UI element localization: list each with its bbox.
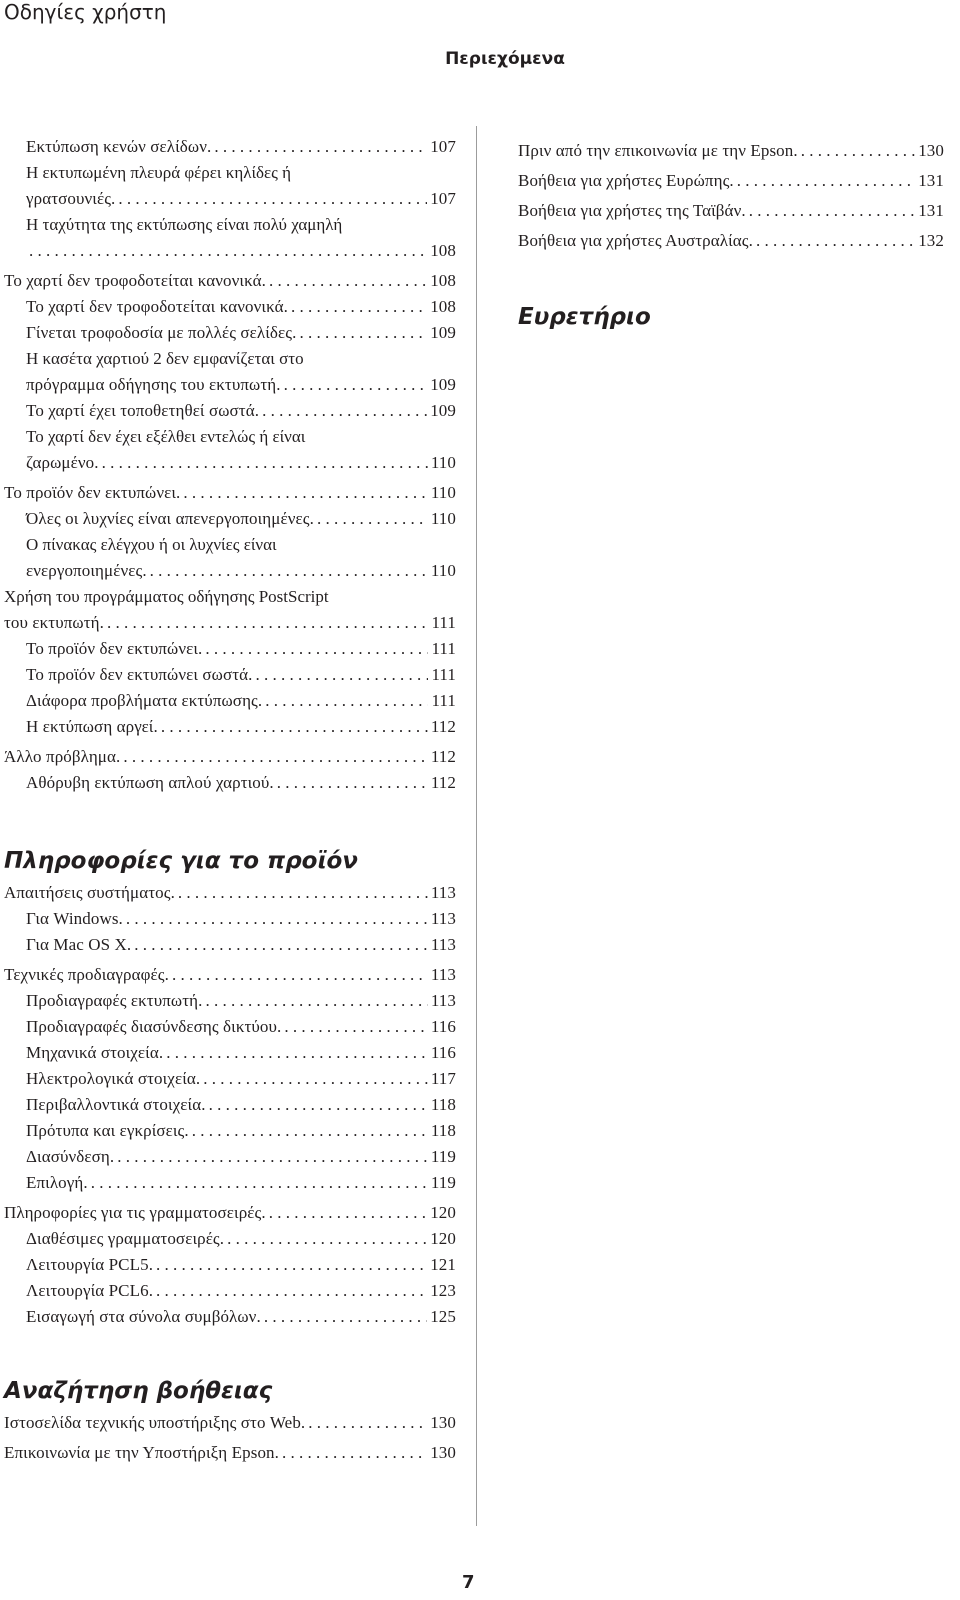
toc-entry-text: Ηλεκτρολογικά στοιχεία. bbox=[26, 1069, 201, 1088]
toc-entry[interactable] bbox=[4, 1440, 456, 1466]
toc-entry[interactable] bbox=[4, 1144, 456, 1170]
dot-leader bbox=[126, 906, 428, 932]
dot-leader bbox=[156, 1278, 427, 1304]
dot-leader bbox=[161, 714, 428, 740]
toc-page-number: 108 bbox=[430, 271, 456, 290]
toc-entry-text: Λειτουργία PCL6. bbox=[26, 1281, 154, 1300]
toc-entry[interactable] bbox=[4, 1304, 456, 1330]
dot-leader bbox=[192, 1118, 428, 1144]
toc-entry[interactable] bbox=[4, 268, 456, 294]
toc-entry[interactable] bbox=[4, 186, 456, 212]
toc-right-entries bbox=[518, 138, 944, 254]
toc-page-number: 109 bbox=[430, 401, 456, 420]
toc-left-entries bbox=[4, 134, 456, 796]
toc-page-number: 123 bbox=[430, 1281, 456, 1300]
toc-entry[interactable] bbox=[4, 636, 456, 662]
toc-entry-text: Το χαρτί έχει τοποθετηθεί σωστά. bbox=[26, 401, 260, 420]
toc-entry[interactable] bbox=[4, 932, 456, 958]
toc-entry-text: Λειτουργία PCL5. bbox=[26, 1255, 154, 1274]
toc-entry-text: Βοήθεια για χρήστες της Ταϊβάν. bbox=[518, 201, 746, 220]
toc-entry-text: Βοήθεια για χρήστες Αυστραλίας. bbox=[518, 231, 753, 250]
dot-leader bbox=[277, 770, 428, 796]
toc-entry-text: Για Mac OS X. bbox=[26, 935, 132, 954]
toc-entry-text: Μηχανικά στοιχεία. bbox=[26, 1043, 164, 1062]
dot-leader bbox=[118, 186, 427, 212]
toc-page-number: 120 bbox=[430, 1229, 456, 1248]
toc-page-number: 120 bbox=[430, 1203, 456, 1222]
dot-leader bbox=[308, 1410, 427, 1436]
toc-entry-text: Το προϊόν δεν εκτυπώνει. bbox=[26, 639, 203, 658]
toc-entry-text: Αθόρυβη εκτύπωση απλού χαρτιού. bbox=[26, 773, 274, 792]
toc-finding-help-entries bbox=[4, 1410, 456, 1466]
toc-entry[interactable] bbox=[4, 1014, 456, 1040]
dot-leader bbox=[269, 268, 427, 294]
toc-entry[interactable] bbox=[4, 1092, 456, 1118]
dot-leader bbox=[178, 880, 428, 906]
toc-page-number: 112 bbox=[430, 773, 456, 792]
column-divider bbox=[476, 126, 477, 1526]
toc-entry-text: Διασύνδεση. bbox=[26, 1147, 115, 1166]
toc-page-number: 121 bbox=[430, 1255, 456, 1274]
toc-entry[interactable] bbox=[4, 688, 456, 714]
dot-leader bbox=[117, 1144, 428, 1170]
section-heading-index[interactable]: Ευρετήριο bbox=[518, 304, 651, 330]
toc-page-number: 113 bbox=[430, 909, 456, 928]
toc-entry[interactable] bbox=[4, 1410, 456, 1436]
toc-entry[interactable] bbox=[4, 294, 456, 320]
toc-page-number: 110 bbox=[430, 561, 456, 580]
dot-leader bbox=[801, 138, 915, 164]
toc-entry-text: Ιστοσελίδα τεχνικής υποστήριξης στο Web. bbox=[4, 1413, 306, 1432]
toc-page-number: 108 bbox=[430, 241, 456, 260]
toc-page-number: 131 bbox=[918, 171, 944, 190]
toc-entry[interactable] bbox=[4, 906, 456, 932]
toc-entry-text: Προδιαγραφές εκτυπωτή. bbox=[26, 991, 203, 1010]
toc-page-number: 108 bbox=[430, 297, 456, 316]
dot-leader bbox=[227, 1226, 427, 1252]
dot-leader bbox=[205, 636, 428, 662]
toc-entry[interactable] bbox=[4, 1066, 456, 1092]
toc-entry[interactable] bbox=[4, 558, 456, 584]
dot-leader bbox=[291, 294, 427, 320]
toc-entry-text: Πρότυπα και εγκρίσεις. bbox=[26, 1121, 189, 1140]
toc-entry[interactable] bbox=[4, 1200, 456, 1226]
toc-entry[interactable] bbox=[4, 238, 456, 264]
dot-leader bbox=[156, 1252, 427, 1278]
toc-page-number: 111 bbox=[431, 639, 456, 658]
toc-entry[interactable] bbox=[4, 1278, 456, 1304]
toc-page-number: 109 bbox=[430, 375, 456, 394]
dot-leader bbox=[183, 480, 427, 506]
toc-page-number: 125 bbox=[430, 1307, 456, 1326]
dot-leader bbox=[203, 1066, 428, 1092]
toc-entry-text: Πληροφορίες για τις γραμματοσειρές. bbox=[4, 1203, 266, 1222]
toc-entry[interactable] bbox=[4, 320, 456, 346]
toc-entry-text: Απαιτήσεις συστήματος. bbox=[4, 883, 175, 902]
toc-entry-text: Το προϊόν δεν εκτυπώνει σωστά. bbox=[26, 665, 253, 684]
toc-entry[interactable] bbox=[4, 1170, 456, 1196]
dot-leader bbox=[284, 1014, 427, 1040]
toc-entry[interactable] bbox=[4, 714, 456, 740]
toc-entry-text: Διάφορα προβλήματα εκτύπωσης. bbox=[26, 691, 263, 710]
toc-entry-text: Πριν από την επικοινωνία με την Epson. bbox=[518, 141, 798, 160]
dot-leader bbox=[264, 1304, 427, 1330]
toc-entry[interactable] bbox=[4, 880, 456, 906]
toc-page-number: 116 bbox=[430, 1017, 456, 1036]
toc-page-number: 109 bbox=[430, 323, 456, 342]
dot-leader bbox=[282, 1440, 427, 1466]
dot-leader bbox=[172, 962, 428, 988]
toc-entry-text[interactable]: Η εκτυπωμένη πλευρά φέρει κηλίδες ή bbox=[26, 163, 292, 182]
toc-page-number: 119 bbox=[430, 1147, 456, 1166]
toc-left-column bbox=[4, 134, 456, 1466]
dot-leader bbox=[134, 932, 428, 958]
toc-entry-text: του εκτυπωτή. bbox=[4, 613, 104, 632]
dot-leader bbox=[107, 610, 428, 636]
dot-leader bbox=[317, 506, 428, 532]
toc-entry[interactable] bbox=[4, 450, 456, 476]
toc-page-number: 107 bbox=[430, 137, 456, 156]
toc-entry-text: Το προϊόν δεν εκτυπώνει. bbox=[4, 483, 181, 502]
toc-page-number: 110 bbox=[430, 453, 456, 472]
toc-page-number: 117 bbox=[430, 1069, 456, 1088]
toc-entry[interactable] bbox=[4, 610, 456, 636]
page-number: 7 bbox=[462, 1572, 475, 1593]
toc-entry[interactable] bbox=[4, 372, 456, 398]
toc-page-number: 113 bbox=[430, 965, 456, 984]
toc-entry[interactable] bbox=[4, 744, 456, 770]
toc-entry-text: Γίνεται τροφοδοσία με πολλές σελίδες. bbox=[26, 323, 297, 342]
toc-page-number: 107 bbox=[430, 189, 456, 208]
toc-entry-text: ενεργοποιημένες. bbox=[26, 561, 147, 580]
toc-entry-text[interactable]: Χρήση του προγράμματος οδήγησης PostScript bbox=[4, 587, 329, 606]
toc-page-number: 113 bbox=[430, 935, 456, 954]
toc-entry-text: ζαρωμένο. bbox=[26, 453, 99, 472]
dot-leader bbox=[269, 1200, 427, 1226]
dot-leader bbox=[737, 168, 915, 194]
toc-page-number: 130 bbox=[430, 1413, 456, 1432]
toc-entry-text: Προδιαγραφές διασύνδεσης δικτύου. bbox=[26, 1017, 282, 1036]
toc-page-number: 112 bbox=[430, 747, 456, 766]
toc-page-number: 110 bbox=[430, 509, 456, 528]
toc-page-number: 112 bbox=[430, 717, 456, 736]
section-heading-finding-help[interactable]: Αναζήτηση βοήθειας bbox=[4, 1378, 273, 1404]
toc-entry[interactable] bbox=[4, 1226, 456, 1252]
toc-entry-text: Επιλογή. bbox=[26, 1173, 88, 1192]
toc-page-number: 113 bbox=[430, 883, 456, 902]
toc-entry-text: Εκτύπωση κενών σελίδων. bbox=[26, 137, 212, 156]
toc-entry-text[interactable]: Η κασέτα χαρτιού 2 δεν εμφανίζεται στο bbox=[26, 349, 304, 368]
toc-right-column bbox=[518, 134, 944, 332]
toc-page-number: 130 bbox=[918, 141, 944, 160]
dot-leader bbox=[256, 662, 429, 688]
toc-page-number: 116 bbox=[430, 1043, 456, 1062]
dot-leader bbox=[265, 688, 428, 714]
toc-entry[interactable] bbox=[4, 662, 456, 688]
toc-entry-text: Επικοινωνία με την Υποστήριξη Epson. bbox=[4, 1443, 280, 1462]
dot-leader bbox=[262, 398, 427, 424]
toc-entry[interactable] bbox=[4, 1040, 456, 1066]
toc-page-number: 118 bbox=[430, 1095, 456, 1114]
toc-page-number: 132 bbox=[918, 231, 944, 250]
toc-entry[interactable] bbox=[518, 228, 944, 254]
toc-entry-text: Περιβαλλοντικά στοιχεία. bbox=[26, 1095, 206, 1114]
dot-leader bbox=[205, 988, 427, 1014]
toc-entry-text: Τεχνικές προδιαγραφές. bbox=[4, 965, 169, 984]
toc-entry[interactable] bbox=[518, 198, 944, 224]
toc-entry-text: Όλες οι λυχνίες είναι απενεργοποιημένες. bbox=[26, 509, 314, 528]
toc-entry-text: Το χαρτί δεν τροφοδοτείται κανονικά. bbox=[4, 271, 266, 290]
toc-entry[interactable] bbox=[4, 962, 456, 988]
toc-page-number: 111 bbox=[431, 665, 456, 684]
toc-entry[interactable] bbox=[4, 134, 456, 160]
toc-entry-text: Για Windows. bbox=[26, 909, 123, 928]
toc-entry-text: Άλλο πρόβλημα. bbox=[4, 747, 121, 766]
dot-leader bbox=[150, 558, 428, 584]
toc-entry-text[interactable]: Η ταχύτητα της εκτύπωσης είναι πολύ χαμηλή bbox=[26, 215, 343, 234]
toc-page-number: 119 bbox=[430, 1173, 456, 1192]
toc-entry-text: Το χαρτί δεν τροφοδοτείται κανονικά. bbox=[26, 297, 288, 316]
dot-leader bbox=[209, 1092, 428, 1118]
toc-page-number: 113 bbox=[430, 991, 456, 1010]
toc-entry-text[interactable]: Το χαρτί δεν έχει εξέλθει εντελώς ή είναι bbox=[26, 427, 306, 446]
dot-leader bbox=[91, 1170, 428, 1196]
toc-entry[interactable] bbox=[4, 770, 456, 796]
toc-product-info-entries bbox=[4, 880, 456, 1330]
toc-page-number: 118 bbox=[430, 1121, 456, 1140]
dot-leader bbox=[749, 198, 915, 224]
toc-entry-text: πρόγραμμα οδήγησης του εκτυπωτή. bbox=[26, 375, 281, 394]
dot-leader bbox=[756, 228, 915, 254]
toc-entry[interactable] bbox=[518, 138, 944, 164]
dot-leader bbox=[123, 744, 427, 770]
toc-entry-text: γρατσουνιές. bbox=[26, 189, 116, 208]
toc-entry[interactable] bbox=[4, 480, 456, 506]
dot-leader bbox=[284, 372, 428, 398]
toc-entry[interactable] bbox=[4, 506, 456, 532]
toc-entry-text: Η εκτύπωση αργεί. bbox=[26, 717, 158, 736]
toc-entry[interactable] bbox=[4, 1252, 456, 1278]
toc-title: Περιεχόμενα bbox=[445, 49, 565, 69]
document-header-title: Οδηγίες χρήστη bbox=[4, 0, 167, 24]
dot-leader bbox=[102, 450, 428, 476]
section-heading-product-info[interactable]: Πληροφορίες για το προϊόν bbox=[4, 848, 358, 874]
toc-page-number: 111 bbox=[431, 613, 456, 632]
toc-entry-text: Διαθέσιμες γραμματοσειρές. bbox=[26, 1229, 225, 1248]
dot-leader bbox=[299, 320, 427, 346]
toc-entry-text: Εισαγωγή στα σύνολα συμβόλων. bbox=[26, 1307, 261, 1326]
toc-entry[interactable] bbox=[4, 988, 456, 1014]
toc-entry[interactable] bbox=[518, 168, 944, 194]
toc-entry-text[interactable]: Ο πίνακας ελέγχου ή οι λυχνίες είναι bbox=[26, 535, 277, 554]
dot-leader bbox=[166, 1040, 428, 1066]
dot-leader bbox=[29, 238, 427, 264]
toc-page-number: 130 bbox=[430, 1443, 456, 1462]
toc-page-number: 111 bbox=[431, 691, 456, 710]
toc-entry-text: Βοήθεια για χρήστες Ευρώπης. bbox=[518, 171, 734, 190]
toc-entry[interactable] bbox=[4, 398, 456, 424]
toc-entry[interactable] bbox=[4, 1118, 456, 1144]
toc-page-number: 131 bbox=[918, 201, 944, 220]
toc-page-number: 110 bbox=[430, 483, 456, 502]
dot-leader bbox=[214, 134, 427, 160]
